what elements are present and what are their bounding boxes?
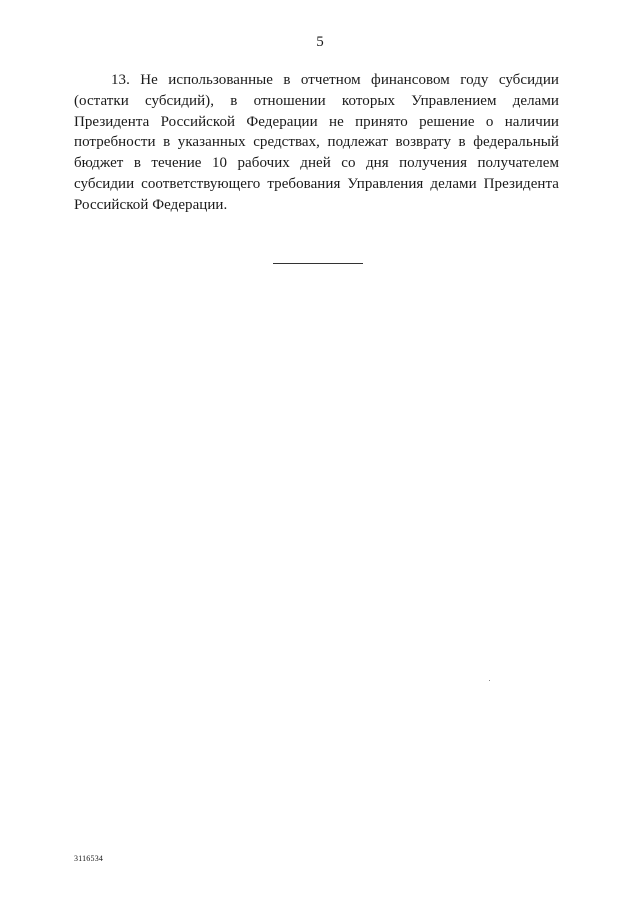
- page-number: 5: [316, 34, 324, 50]
- paragraph-13: 13. Не использованные в отчетном финансовом году субсидии (остатки субсидий), в отношении которых Управлением делами Президента Российской Федерации не принято решение о наличии потребности в указанных средствах, подлежат возврату в федеральный бюджет в течение 10 рабочих дней со дня получения получателем субсидии соответствующего требования Управления делами Президента Российской Федерации.: [74, 72, 559, 213]
- document-code: 3116534: [74, 854, 104, 863]
- end-divider: [273, 263, 363, 264]
- scan-speck: [489, 680, 490, 681]
